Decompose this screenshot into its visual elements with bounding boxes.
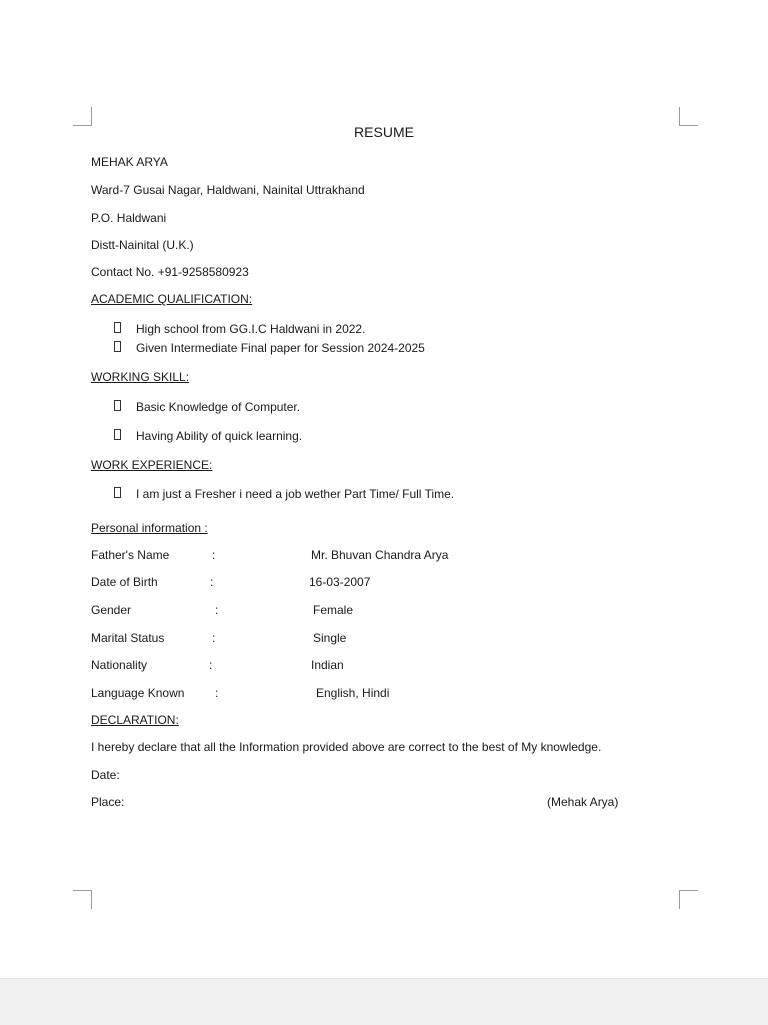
candidate-name: MEHAK ARYA <box>91 155 168 169</box>
personal-value: Single <box>313 631 347 645</box>
personal-heading: Personal information : <box>91 521 208 535</box>
declaration-text: I hereby declare that all the Information provided above are correct to the best of My knowledge. <box>91 740 602 754</box>
personal-separator: : <box>215 603 219 617</box>
personal-separator: : <box>210 575 214 589</box>
academic-heading: ACADEMIC QUALIFICATION: <box>91 292 253 306</box>
personal-label: Date of Birth <box>91 575 158 589</box>
personal-label: Father's Name <box>91 548 170 562</box>
skills-heading: WORKING SKILL: <box>91 370 190 384</box>
corner-crop-mark-top-left <box>73 107 92 126</box>
declaration-heading: DECLARATION: <box>91 713 179 727</box>
personal-value: Indian <box>311 658 344 672</box>
bottom-bar <box>0 978 768 1025</box>
personal-separator: : <box>215 686 219 700</box>
corner-crop-mark-bottom-left <box>73 890 92 909</box>
personal-separator: : <box>212 548 216 562</box>
academic-item: High school from GG.I.C Haldwani in 2022. <box>136 322 366 336</box>
personal-separator: : <box>212 631 216 645</box>
place-label: Place: <box>91 795 125 809</box>
skill-item: Basic Knowledge of Computer. <box>136 400 301 414</box>
personal-separator: : <box>209 658 213 672</box>
experience-heading: WORK EXPERIENCE: <box>91 458 213 472</box>
bullet-icon <box>114 429 121 444</box>
personal-value: Mr. Bhuvan Chandra Arya <box>311 548 449 562</box>
personal-value: English, Hindi <box>316 686 390 700</box>
personal-label: Nationality <box>91 658 148 672</box>
academic-item: Given Intermediate Final paper for Session 2024-2025 <box>136 341 425 355</box>
corner-crop-mark-bottom-right <box>679 890 698 909</box>
personal-value: 16-03-2007 <box>309 575 371 589</box>
personal-label: Language Known <box>91 686 185 700</box>
signature-name: (Mehak Arya) <box>547 795 619 809</box>
personal-label: Gender <box>91 603 132 617</box>
bullet-icon <box>114 400 121 415</box>
address-line: P.O. Haldwani <box>91 211 167 225</box>
resume-title: RESUME <box>354 124 414 140</box>
bullet-icon <box>114 322 121 337</box>
date-label: Date: <box>91 768 120 782</box>
personal-value: Female <box>313 603 354 617</box>
contact-number: Contact No. +91-9258580923 <box>91 265 249 279</box>
address-line: Distt-Nainital (U.K.) <box>91 238 194 252</box>
corner-crop-mark-top-right <box>679 107 698 126</box>
bullet-icon <box>114 341 121 356</box>
personal-label: Marital Status <box>91 631 165 645</box>
skill-item: Having Ability of quick learning. <box>136 429 303 443</box>
bullet-icon <box>114 487 121 502</box>
experience-item: I am just a Fresher i need a job wether Part Time/ Full Time. <box>136 487 455 501</box>
address-line: Ward-7 Gusai Nagar, Haldwani, Nainital Uttrakhand <box>91 183 365 197</box>
